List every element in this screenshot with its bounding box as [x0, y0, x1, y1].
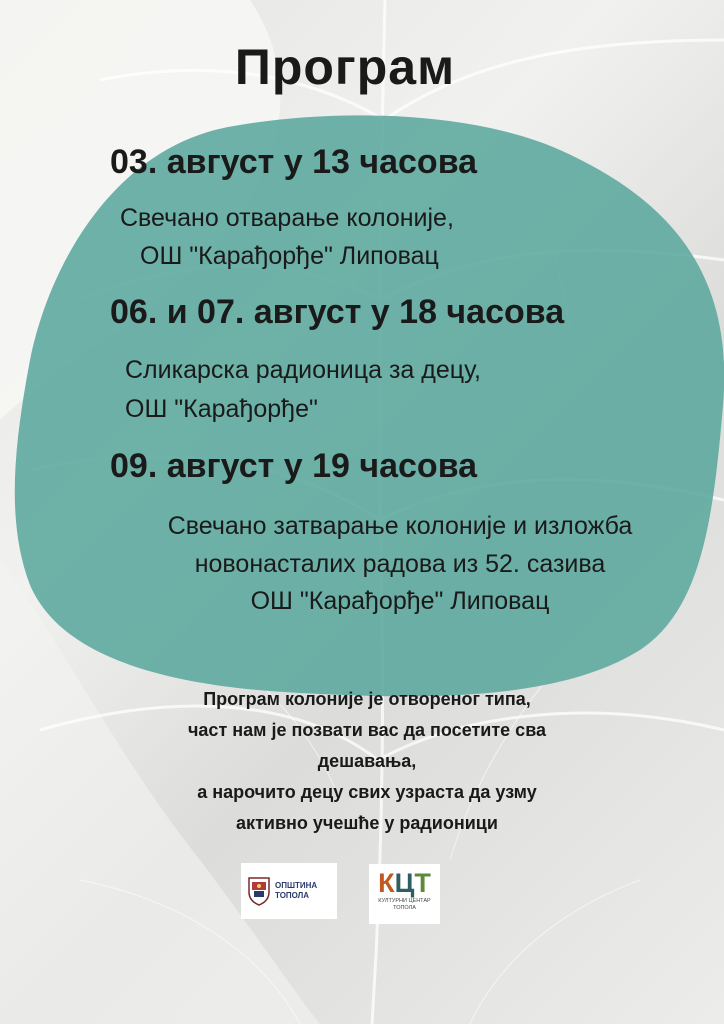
invitation-line-2: част нам је позвати вас да посетите сва — [187, 720, 547, 740]
event-description-2-line-2: ОШ "Карађорђе" — [125, 395, 318, 423]
event-description-1-line-1: Свечано отварање колоније, — [120, 204, 454, 232]
event-description-3-line-1: Свечано затварање колоније и изложба — [167, 512, 633, 540]
event-description-3-line-3: ОШ "Карађорђе" Липовац — [250, 587, 550, 615]
event-date-3: 09. август у 19 часова — [110, 447, 478, 485]
event-date-2: 06. и 07. август у 18 часова — [110, 293, 565, 331]
culture-center-monogram — [373, 868, 436, 898]
culture-center-line-2: ТОПОЛА — [393, 905, 416, 911]
municipality-name — [275, 881, 317, 901]
culture-center-topola-logo — [369, 864, 440, 924]
event-description-3-line-2: новонасталих радова из 52. сазива — [194, 550, 606, 578]
monogram-letter-ts: Ц — [394, 868, 415, 898]
invitation-text — [100, 684, 634, 839]
municipality-line-1: ОПШТИНА — [275, 881, 318, 890]
municipality-topola-logo — [241, 863, 337, 919]
event-date-1: 03. август у 13 часова — [110, 143, 478, 181]
invitation-line-5: активно учешће у радионици — [236, 813, 498, 833]
coat-of-arms-icon — [247, 876, 271, 906]
invitation-line-1: Програм колоније је отвореног типа, — [203, 689, 531, 709]
invitation-line-4: а нарочито децу свих узраста да узму — [197, 782, 537, 802]
event-description-2-line-1: Сликарска радионица за децу, — [125, 356, 482, 384]
event-description-1-line-2: ОШ "Карађорђе" Липовац — [140, 242, 439, 270]
culture-center-line-1: КУЛТУРНИ ЦЕНТАР — [378, 898, 431, 904]
invitation-line-3: дешавања, — [317, 751, 417, 771]
monogram-letter-t: Т — [414, 868, 431, 898]
municipality-line-2: ТОПОЛА — [275, 891, 310, 900]
monogram-letter-k: К — [378, 868, 395, 898]
page-title: Програм — [234, 39, 456, 95]
